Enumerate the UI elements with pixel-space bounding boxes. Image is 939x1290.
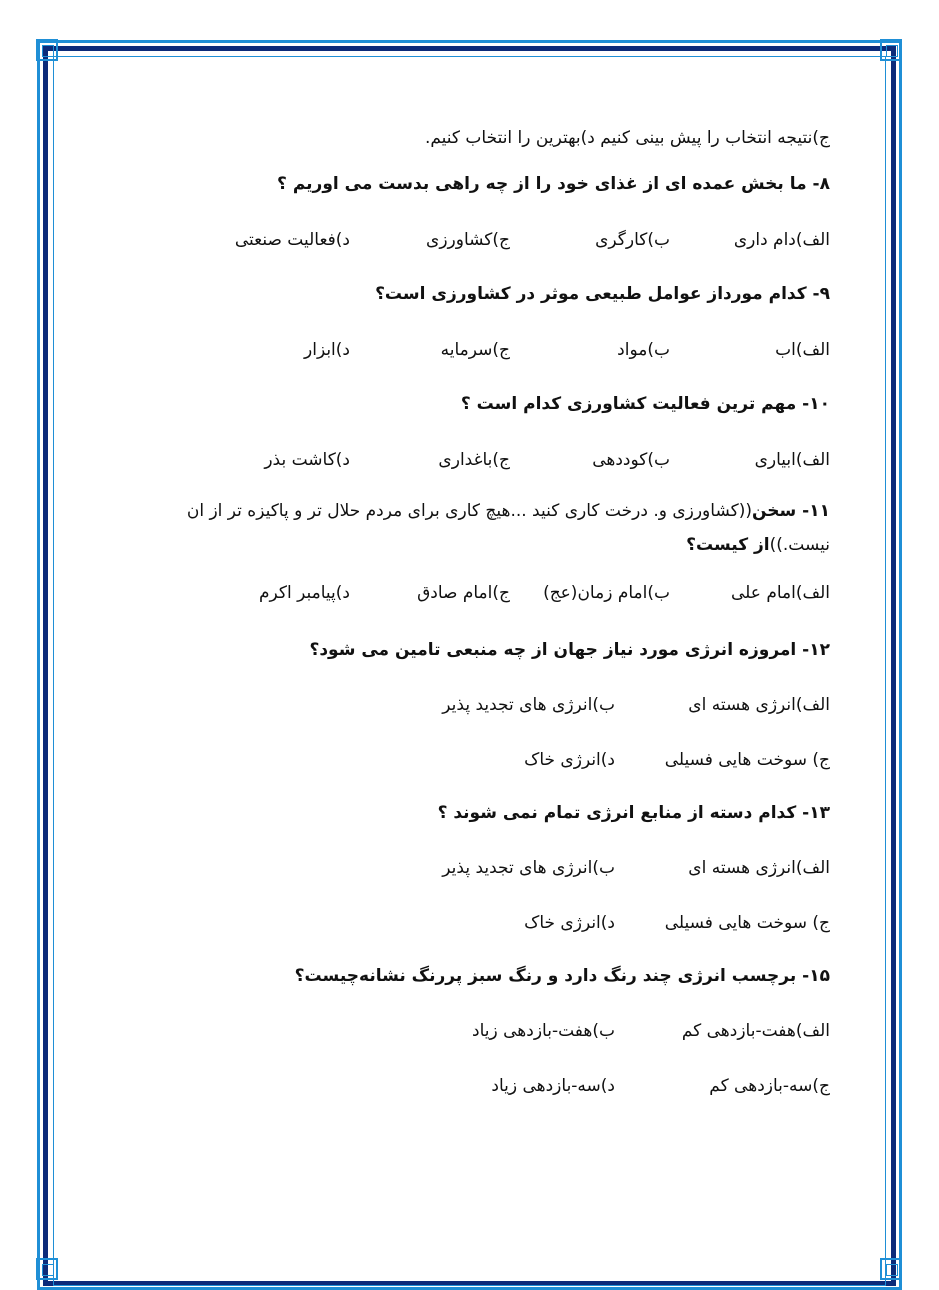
option-b: ب)کوددهی: [592, 449, 670, 470]
option-d: د)انرژی خاک: [524, 749, 615, 770]
question-12: ۱۲- امروزه انرژی مورد نیاز جهان از چه منبعی تامین می شود؟: [309, 640, 830, 660]
question-11: ۱۱- سخن((کشاورزی و. درخت کاری کنید ...هیچ کاری برای مردم حلال تر و پاکیزه تر از ان نیست.))از کیست؟: [186, 501, 830, 555]
question-13-options-row-2: [110, 895, 830, 950]
option-b: ب)مواد: [617, 339, 670, 360]
option-b: ب)هفت-بازدهی زیاد: [472, 1020, 615, 1041]
option-a: الف)ابیاری: [754, 449, 830, 470]
option-a: الف)هفت-بازدهی کم: [681, 1020, 830, 1041]
option-a: الف)انرژی هسته ای: [688, 694, 830, 715]
question-10: ۱۰- مهم ترین فعالیت کشاورزی کدام است ؟: [460, 394, 830, 414]
option-b: ب)امام زمان(عج): [543, 583, 670, 603]
option-b: ب)کارگری: [595, 229, 670, 250]
option-b: ب)انرژی های تجدید پذیر: [442, 857, 615, 878]
question-12-options-row-2: [110, 732, 830, 787]
option-b: ب)انرژی های تجدید پذیر: [442, 694, 615, 715]
question-8-options: [110, 211, 830, 268]
question-13: ۱۳- کدام دسته از منابع انرژی تمام نمی شوند ؟: [437, 803, 830, 823]
corner-ornament-top-right: [880, 39, 902, 61]
option-a: الف)انرژی هسته ای: [688, 857, 830, 878]
question-12-options-row-1: [110, 677, 830, 732]
question-11-options: [110, 562, 830, 624]
option-d: د)انرژی خاک: [524, 912, 615, 933]
option-d: د)پیامبر اکرم: [259, 583, 350, 603]
question-13-options-row-1: [110, 840, 830, 895]
option-c: ج) سوخت هایی فسیلی: [664, 749, 830, 770]
corner-ornament-bottom-left: [36, 1258, 58, 1280]
option-c: ج)کشاورزی: [426, 229, 510, 250]
question-10-options: [110, 431, 830, 488]
option-a: الف)امام علی: [730, 583, 830, 603]
question-list: [110, 118, 830, 1113]
option-d: د)سه-بازدهی زیاد: [491, 1075, 615, 1096]
option-c: ج)سه-بازدهی کم: [709, 1075, 830, 1096]
question-15-options-row-1: [110, 1003, 830, 1058]
option-a: الف)دام داری: [733, 229, 830, 250]
corner-ornament-bottom-right: [880, 1258, 902, 1280]
option-d: د)ابزار: [304, 339, 350, 360]
question-9-options: [110, 321, 830, 378]
option-c: ج) سوخت هایی فسیلی: [664, 912, 830, 933]
option-c: ج)باغداری: [438, 449, 510, 470]
previous-question-options: ج)نتیجه انتخاب را پیش بینی کنیم د)بهترین را انتخاب کنیم.: [424, 128, 830, 148]
option-a: الف)اب: [775, 339, 830, 360]
option-d: د)کاشت بذر: [264, 449, 350, 470]
option-c: ج)سرمایه: [440, 339, 510, 360]
question-9: ۹- کدام مورداز عوامل طبیعی موثر در کشاورزی است؟: [375, 284, 830, 304]
question-15-options-row-2: [110, 1058, 830, 1113]
question-8: ۸- ما بخش عمده ای از غذای خود را از چه راهی بدست می اوریم ؟: [277, 174, 830, 194]
option-c: ج)امام صادق: [417, 583, 510, 603]
corner-ornament-top-left: [36, 39, 58, 61]
option-d: د)فعالیت صنعتی: [234, 229, 350, 250]
question-15: ۱۵- برچسب انرژی چند رنگ دارد و رنگ سبز پررنگ نشانه‌چیست؟: [294, 966, 830, 986]
